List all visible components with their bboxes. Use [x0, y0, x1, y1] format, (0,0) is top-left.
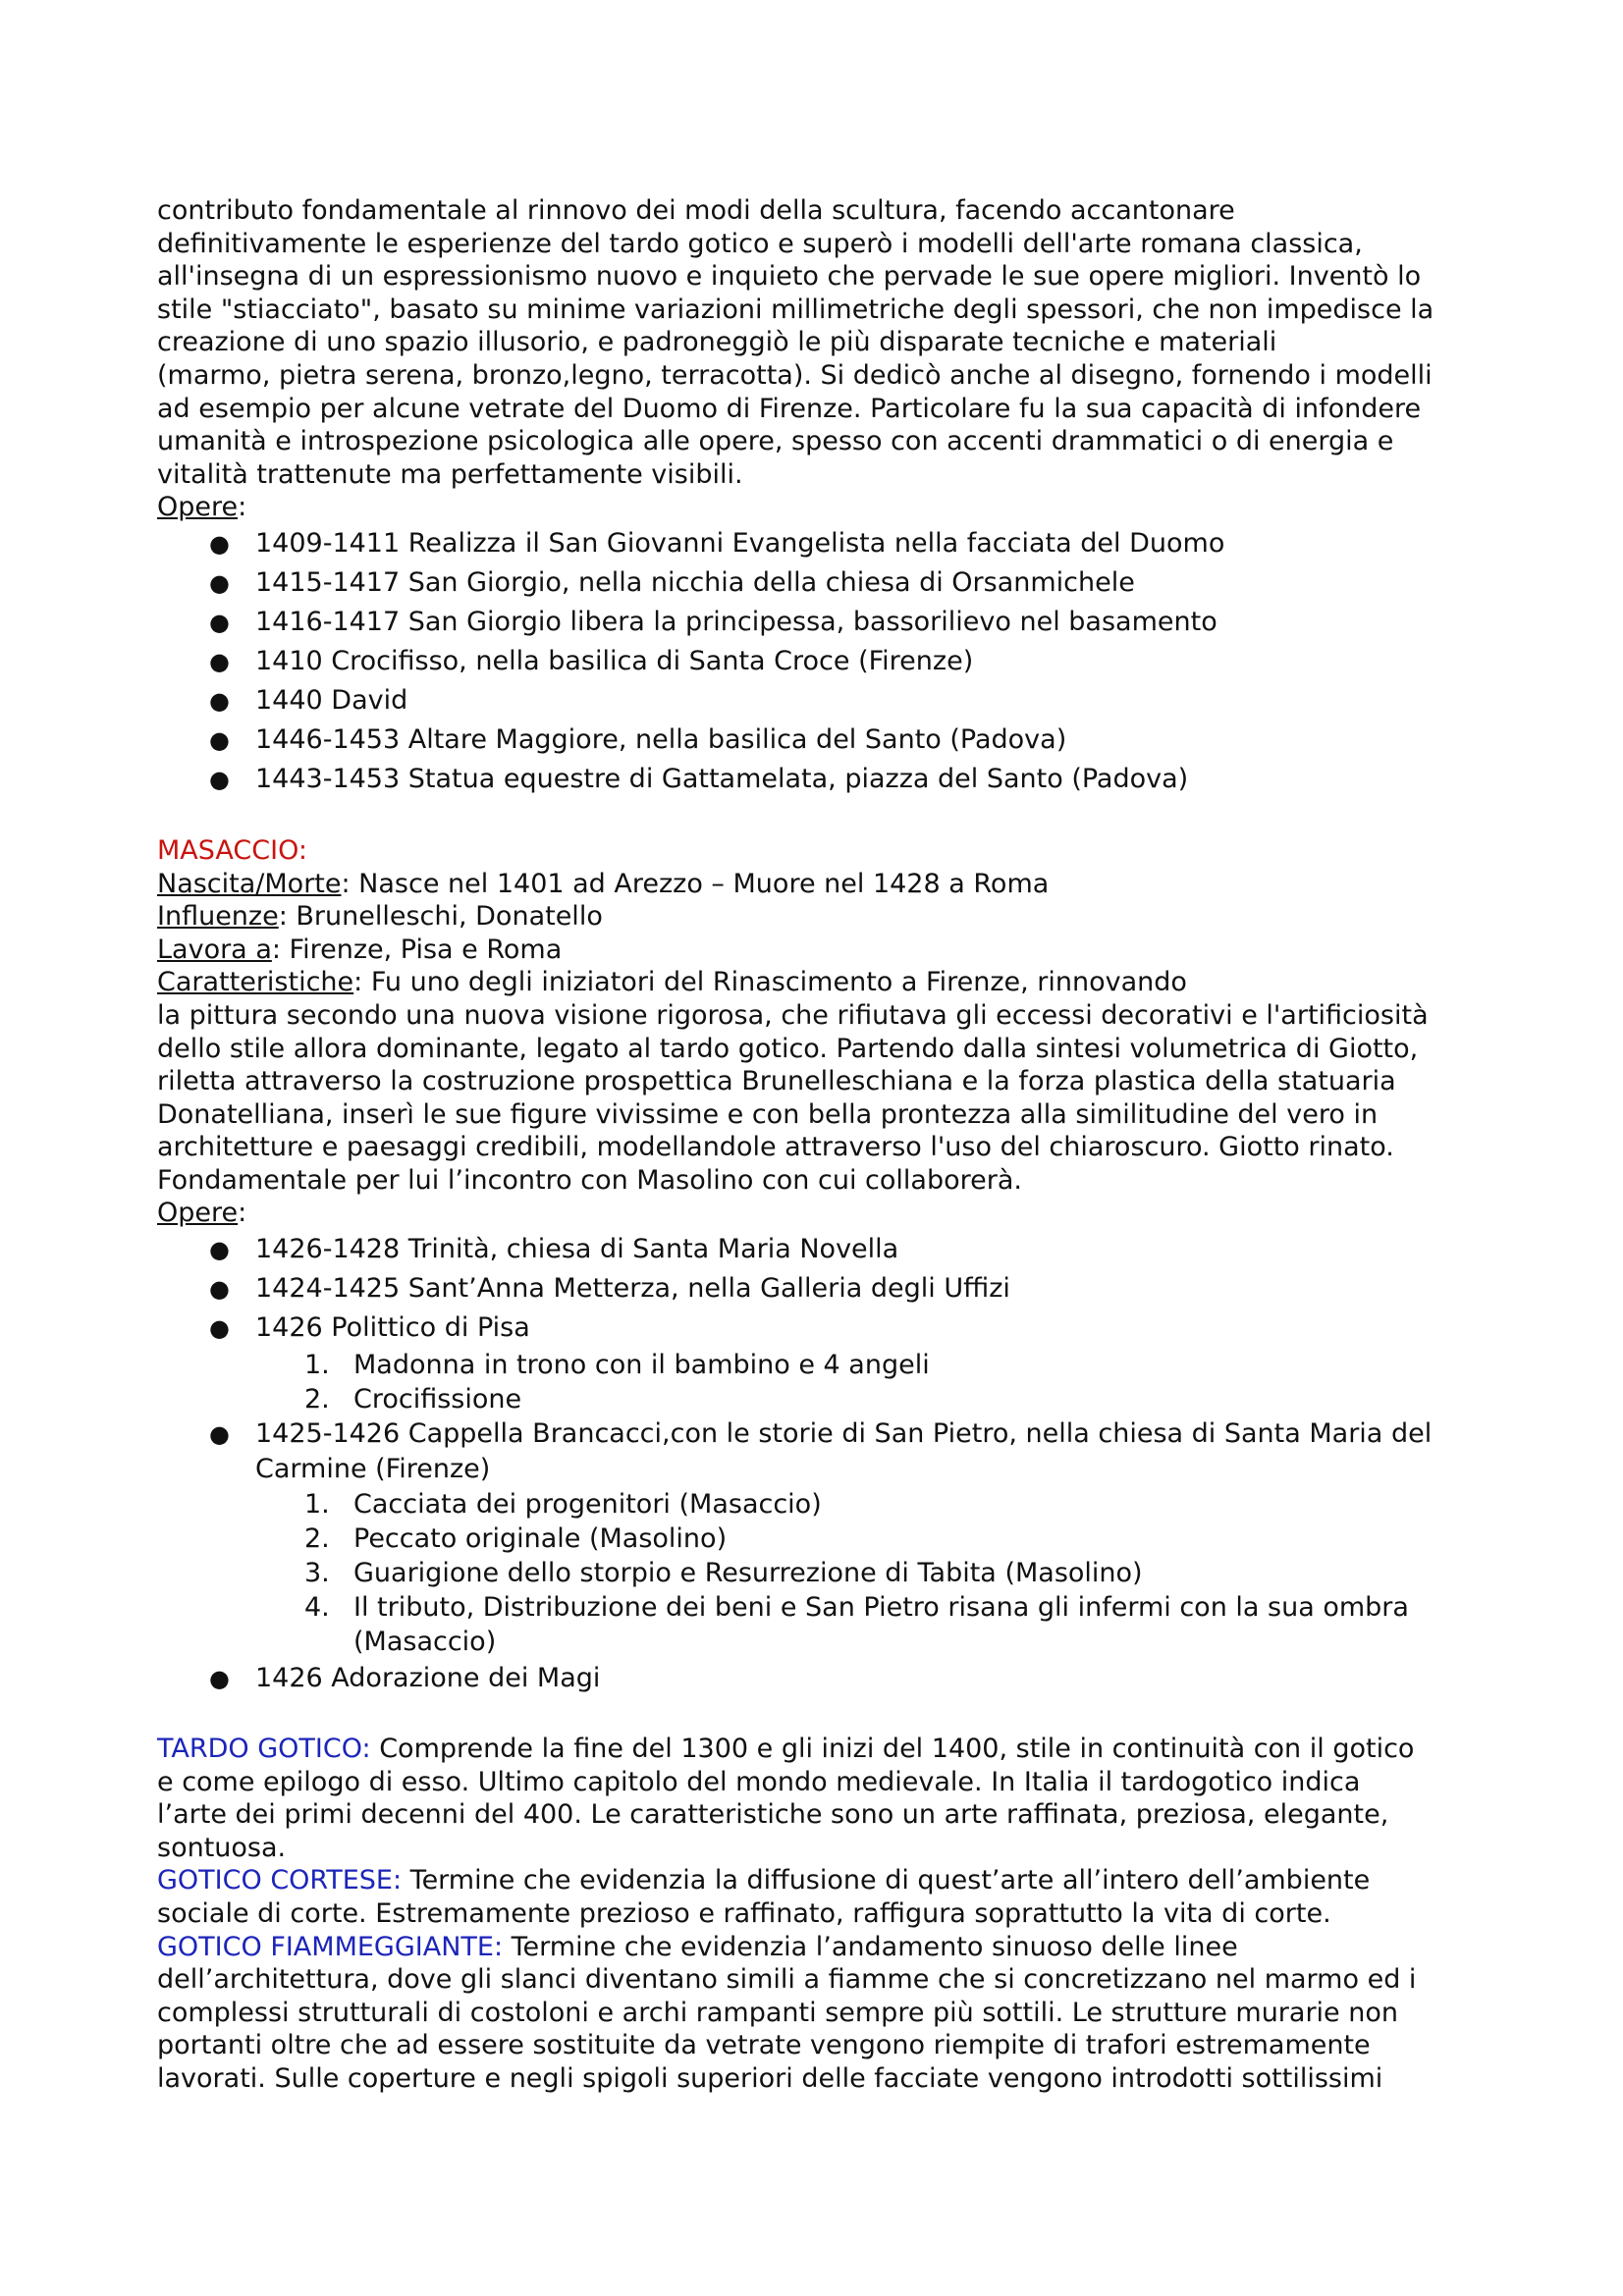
donatello-opere-heading [157, 491, 1492, 524]
text-line: riletta attraverso la costruzione prospettica Brunelleschiana e la forza plastica della statuaria [157, 1066, 1396, 1097]
lavora-label: Lavora a [157, 934, 272, 965]
gotico-cortese-line [157, 1864, 1492, 1897]
sublist-item [255, 1382, 1492, 1416]
list-item-text: 1416-1417 San Giorgio libera la principessa, bassorilievo nel basamento [255, 606, 1217, 637]
bullet-icon: ● [209, 1420, 230, 1449]
text-line: sociale di corte. Estremamente prezioso e raffinato, raffigura soprattutto la vita di corte. [157, 1898, 1331, 1930]
sublist-text: (Masaccio) [353, 1627, 497, 1658]
text-line: Fondamentale per lui l’incontro con Masolino con cui collaborerà. [157, 1164, 1022, 1196]
donatello-opere-list [157, 524, 1492, 799]
bullet-icon: ● [209, 1665, 230, 1693]
spacer [157, 799, 1492, 834]
text-line: portanti oltre che ad essere sostituite da vetrate vengono riempite di trafori estremamente [157, 2030, 1371, 2061]
sublist-number: 3. [304, 1558, 330, 1589]
nascita-line [157, 868, 1492, 901]
list-item-text: 1410 Crocifisso, nella basilica di Santa Croce (Firenze) [255, 645, 974, 676]
list-item-text: 1426 Polittico di Pisa [255, 1312, 530, 1344]
list-item [157, 563, 1492, 603]
list-item [157, 603, 1492, 642]
list-item-text: 1426-1428 Trinità, chiesa di Santa Maria Novella [255, 1234, 899, 1265]
definitions-section [157, 1733, 1492, 2096]
text-line: lavorati. Sulle coperture e negli spigoli superiori delle facciate vengono introdotti sottilissimi [157, 2063, 1383, 2094]
opere-colon: : [238, 492, 247, 523]
text-line: vitalità trattenute ma perfettamente visibili. [157, 458, 743, 490]
list-item-text: 1426 Adorazione dei Magi [255, 1663, 601, 1694]
text-line: ad esempio per alcune vetrate del Duomo di Firenze. Particolare fu la sua capacità di infondere [157, 393, 1422, 424]
term-gotico-cortese: GOTICO CORTESE: [157, 1865, 403, 1896]
definition-text: Termine che evidenzia la diffusione di quest’arte all’intero dell’ambiente [402, 1865, 1371, 1896]
bullet-icon: ● [209, 686, 230, 715]
bullet-icon: ● [209, 647, 230, 675]
bullet-icon: ● [209, 1275, 230, 1304]
sublist-number: 4. [304, 1592, 330, 1624]
list-item [157, 642, 1492, 681]
bullet-icon: ● [209, 608, 230, 636]
text-line: (marmo, pietra serena, bronzo,legno, terracotta). Si dedicò anche al disegno, fornendo i modelli [157, 359, 1433, 391]
text-line: sontuosa. [157, 1832, 287, 1863]
text-line: l’arte dei primi decenni del 400. Le caratteristiche sono un arte raffinata, preziosa, elegante, [157, 1799, 1389, 1831]
list-item [157, 524, 1492, 563]
list-item-text: 1440 David [255, 684, 408, 716]
caratteristiche-first: : Fu uno degli iniziatori del Rinascimento a Firenze, rinnovando [353, 967, 1187, 998]
term-tardo-gotico: TARDO GOTICO: [157, 1734, 371, 1765]
list-item-text: 1415-1417 San Giorgio, nella nicchia della chiesa di Orsanmichele [255, 566, 1135, 598]
list-item [157, 760, 1492, 799]
text-line: architetture e paesaggi credibili, modellandole attraverso l'uso del chiaroscuro. Giotto rinato. [157, 1132, 1394, 1163]
sublist-number: 2. [304, 1523, 330, 1555]
list-item-text: Carmine (Firenze) [255, 1454, 491, 1485]
masaccio-heading: MASACCIO: [157, 834, 307, 866]
text-line: definitivamente le esperienze del tardo gotico e superò i modelli dell'arte romana classica, [157, 228, 1363, 259]
influenze-label: Influenze [157, 901, 279, 933]
masaccio-opere-heading [157, 1197, 1492, 1230]
sublist-text: Cacciata dei progenitori (Masaccio) [353, 1489, 822, 1521]
text-line: creazione di uno spazio illusorio, e padroneggiò le più disparate tecniche e materiali [157, 327, 1277, 358]
caratteristiche-label: Caratteristiche [157, 967, 354, 998]
sublist-item [255, 1590, 1492, 1659]
sublist-item [255, 1556, 1492, 1590]
list-item-text: 1446-1453 Altare Maggiore, nella basilica del Santo (Padova) [255, 723, 1067, 755]
list-item [157, 681, 1492, 721]
list-item-text: 1409-1411 Realizza il San Giovanni Evangelista nella facciata del Duomo [255, 527, 1225, 559]
document-page [157, 194, 1492, 2096]
sublist-text: Peccato originale (Masolino) [353, 1523, 728, 1555]
text-line: Donatelliana, inserì le sue figure vivissime e con bella prontezza alla similitudine del vero in [157, 1098, 1379, 1130]
sublist-number: 1. [304, 1489, 330, 1521]
opere-label: Opere [157, 1198, 239, 1229]
sublist-item [255, 1487, 1492, 1522]
list-item [157, 1269, 1492, 1308]
list-item [157, 1230, 1492, 1269]
sublist-item [255, 1348, 1492, 1382]
text-line: dell’architettura, dove gli slanci diventano simili a fiamme che si concretizzano nel marmo ed i [157, 1964, 1417, 1996]
nascita-value: : Nasce nel 1401 ad Arezzo – Muore nel 1428 a Roma [341, 868, 1050, 899]
list-item-text: 1424-1425 Sant’Anna Metterza, nella Galleria degli Uffizi [255, 1273, 1010, 1305]
opere-colon: : [238, 1198, 247, 1229]
sublist-text: Madonna in trono con il bambino e 4 angeli [353, 1350, 930, 1381]
gotico-fiammeggiante-line [157, 1931, 1492, 1964]
list-item [157, 721, 1492, 760]
text-line: umanità e introspezione psicologica alle opere, spesso con accenti drammatici o di energia e [157, 426, 1394, 457]
sublist-text: Crocifissione [353, 1384, 522, 1415]
bullet-icon: ● [209, 568, 230, 597]
text-line: all'insegna di un espressionismo nuovo e inquieto che pervade le sue opere migliori. Inventò lo [157, 261, 1422, 293]
bullet-icon: ● [209, 1314, 230, 1343]
list-item [157, 1659, 1492, 1698]
sublist-text: Il tributo, Distribuzione dei beni e San Pietro risana gli infermi con la sua ombra [353, 1592, 1409, 1624]
bullet-icon: ● [209, 529, 230, 558]
list-item-text: 1425-1426 Cappella Brancacci,con le storie di San Pietro, nella chiesa di Santa Maria del [255, 1418, 1433, 1450]
influenze-line [157, 900, 1492, 934]
text-line: dello stile allora dominante, legato al tardo gotico. Partendo dalla sintesi volumetrica di Giotto, [157, 1033, 1419, 1064]
tardo-gotico-line [157, 1733, 1492, 1766]
definition-text: Comprende la fine del 1300 e gli inizi del 1400, stile in continuità con il gotico [370, 1734, 1415, 1765]
opere-label: Opere [157, 492, 239, 523]
sublist-item [255, 1522, 1492, 1556]
sublist-text: Guarigione dello storpio e Resurrezione di Tabita (Masolino) [353, 1558, 1143, 1589]
polittico-sublist [255, 1348, 1492, 1416]
intro-paragraph [157, 194, 1492, 491]
lavora-line [157, 934, 1492, 967]
masaccio-opere-list [157, 1230, 1492, 1698]
lavora-value: : Firenze, Pisa e Roma [271, 934, 563, 965]
influenze-value: : Brunelleschi, Donatello [278, 901, 603, 933]
term-gotico-fiammeggiante: GOTICO FIAMMEGGIANTE: [157, 1931, 504, 1962]
text-line: complessi strutturali di costoloni e archi rampanti sempre più sottili. Le strutture murarie non [157, 1997, 1398, 2028]
definition-text: Termine che evidenzia l’andamento sinuoso delle linee [503, 1931, 1238, 1962]
list-item [157, 1308, 1492, 1416]
bullet-icon: ● [209, 725, 230, 754]
masaccio-section [157, 834, 1492, 1698]
text-line: la pittura secondo una nuova visione rigorosa, che rifiutava gli eccessi decorativi e l'artificiosità [157, 999, 1429, 1031]
bullet-icon: ● [209, 1236, 230, 1264]
sublist-number: 1. [304, 1350, 330, 1381]
caratteristiche-line [157, 966, 1492, 999]
list-item [157, 1416, 1492, 1659]
nascita-label: Nascita/Morte [157, 868, 342, 899]
list-item-text: 1443-1453 Statua equestre di Gattamelata, piazza del Santo (Padova) [255, 763, 1189, 794]
spacer [157, 1698, 1492, 1733]
brancacci-sublist [255, 1487, 1492, 1659]
bullet-icon: ● [209, 765, 230, 793]
text-line: stile "stiacciato", basato su minime variazioni millimetriche degli spessori, che non impedisce la [157, 294, 1434, 325]
sublist-number: 2. [304, 1384, 330, 1415]
text-line: e come epilogo di esso. Ultimo capitolo del mondo medievale. In Italia il tardogotico indica [157, 1766, 1361, 1797]
text-line: contributo fondamentale al rinnovo dei modi della scultura, facendo accantonare [157, 195, 1235, 226]
